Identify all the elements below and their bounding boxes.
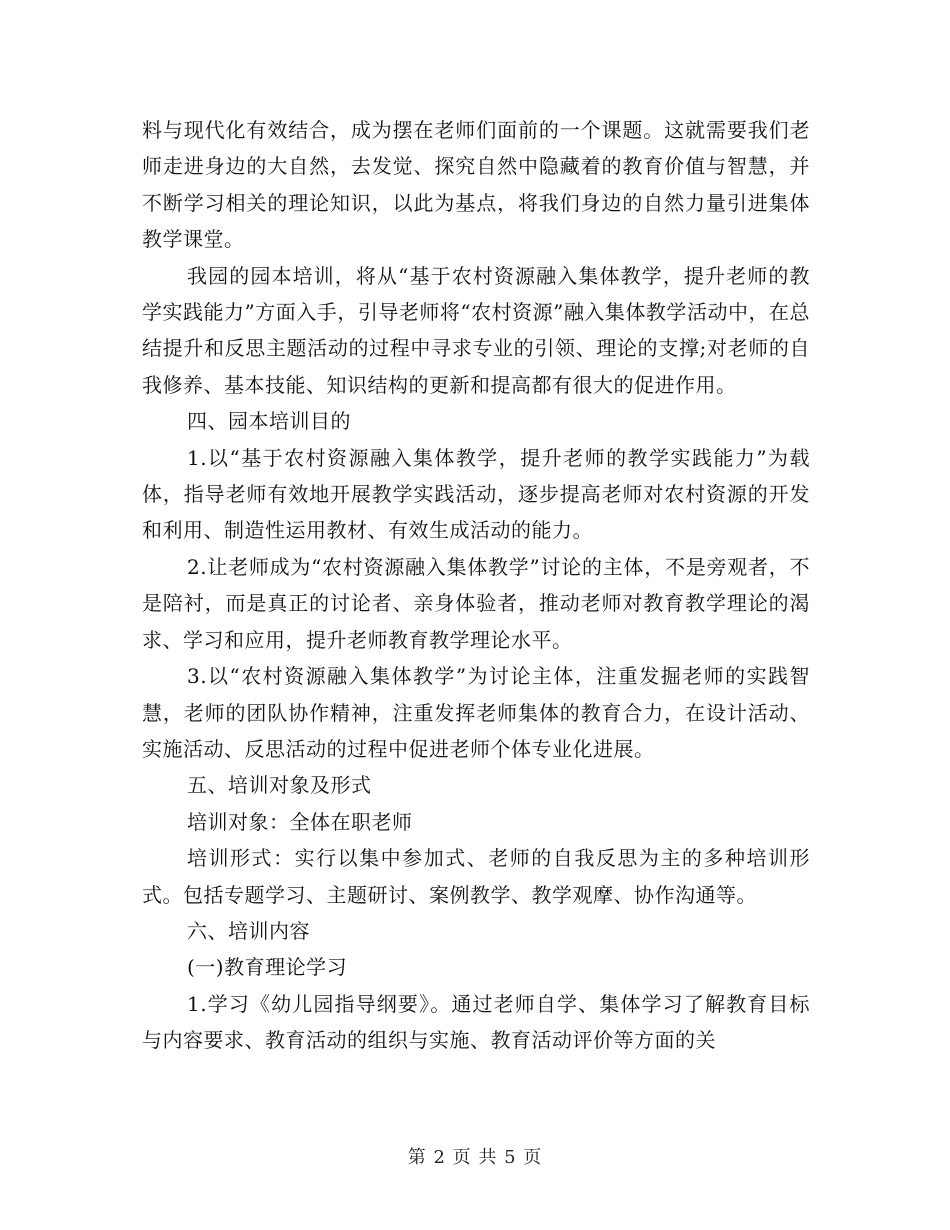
section-heading-targets: 五、培训对象及形式 [187, 773, 372, 798]
document-body [142, 112, 810, 1059]
paragraph-training-targets: 培训对象：全体在职老师 [187, 809, 413, 834]
subsection-heading-theory: (一)教育理论学习 [187, 955, 348, 980]
paragraph-training-forms: 培训形式：实行以集中参加式、老师的自我反思为主的多种培训形式。包括专题学习、主题研讨、案例教学、教学观摩、协作沟通等。 [142, 846, 810, 907]
paragraph-theory-1: 1.学习《幼儿园指导纲要》。通过老师自学、集体学习了解教育目标与内容要求、教育活动的组织与实施、教育活动评价等方面的关 [142, 991, 810, 1053]
section-heading-purpose: 四、园本培训目的 [187, 409, 351, 434]
paragraph-purpose-1: 1.以“基于农村资源融入集体教学，提升老师的教学实践能力”为载体，指导老师有效地开展教学实践活动，逐步提高老师对农村资源的开发和利用、制造性运用教材、有效生成活动的能力。 [142, 445, 810, 543]
paragraph-purpose-3: 3.以“农村资源融入集体教学”为讨论主体，注重发掘老师的实践智慧，老师的团队协作精神，注重发挥老师集体的教育合力，在设计活动、实施活动、反思活动的过程中促进老师个体专业化进展。 [142, 664, 810, 761]
section-heading-content: 六、培训内容 [187, 918, 310, 943]
paragraph-training-approach: 我园的园本培训，将从“基于农村资源融入集体教学，提升老师的教学实践能力”方面入手，引导老师将“农村资源”融入集体教学活动中，在总结提升和反思主题活动的过程中寻求专业的引领、理论的支撑;对老师的自我修养、基本技能、知识结构的更新和提高都有很大的促进作用。 [142, 263, 810, 397]
paragraph-continuation: 料与现代化有效结合，成为摆在老师们面前的一个课题。这就需要我们老师走进身边的大自然，去发觉、探究自然中隐藏着的教育价值与智慧，并不断学习相关的理论知识，以此为基点，将我们身边的自然力量引进集体教学课堂。 [142, 118, 810, 252]
page-number-footer: 第 2 页 共 5 页 [407, 1147, 543, 1168]
paragraph-purpose-2: 2.让老师成为“农村资源融入集体教学”讨论的主体，不是旁观者，不是陪衬，而是真正的讨论者、亲身体验者，推动老师对教育教学理论的渴求、学习和应用，提升老师教育教学理论水平。 [142, 554, 810, 652]
